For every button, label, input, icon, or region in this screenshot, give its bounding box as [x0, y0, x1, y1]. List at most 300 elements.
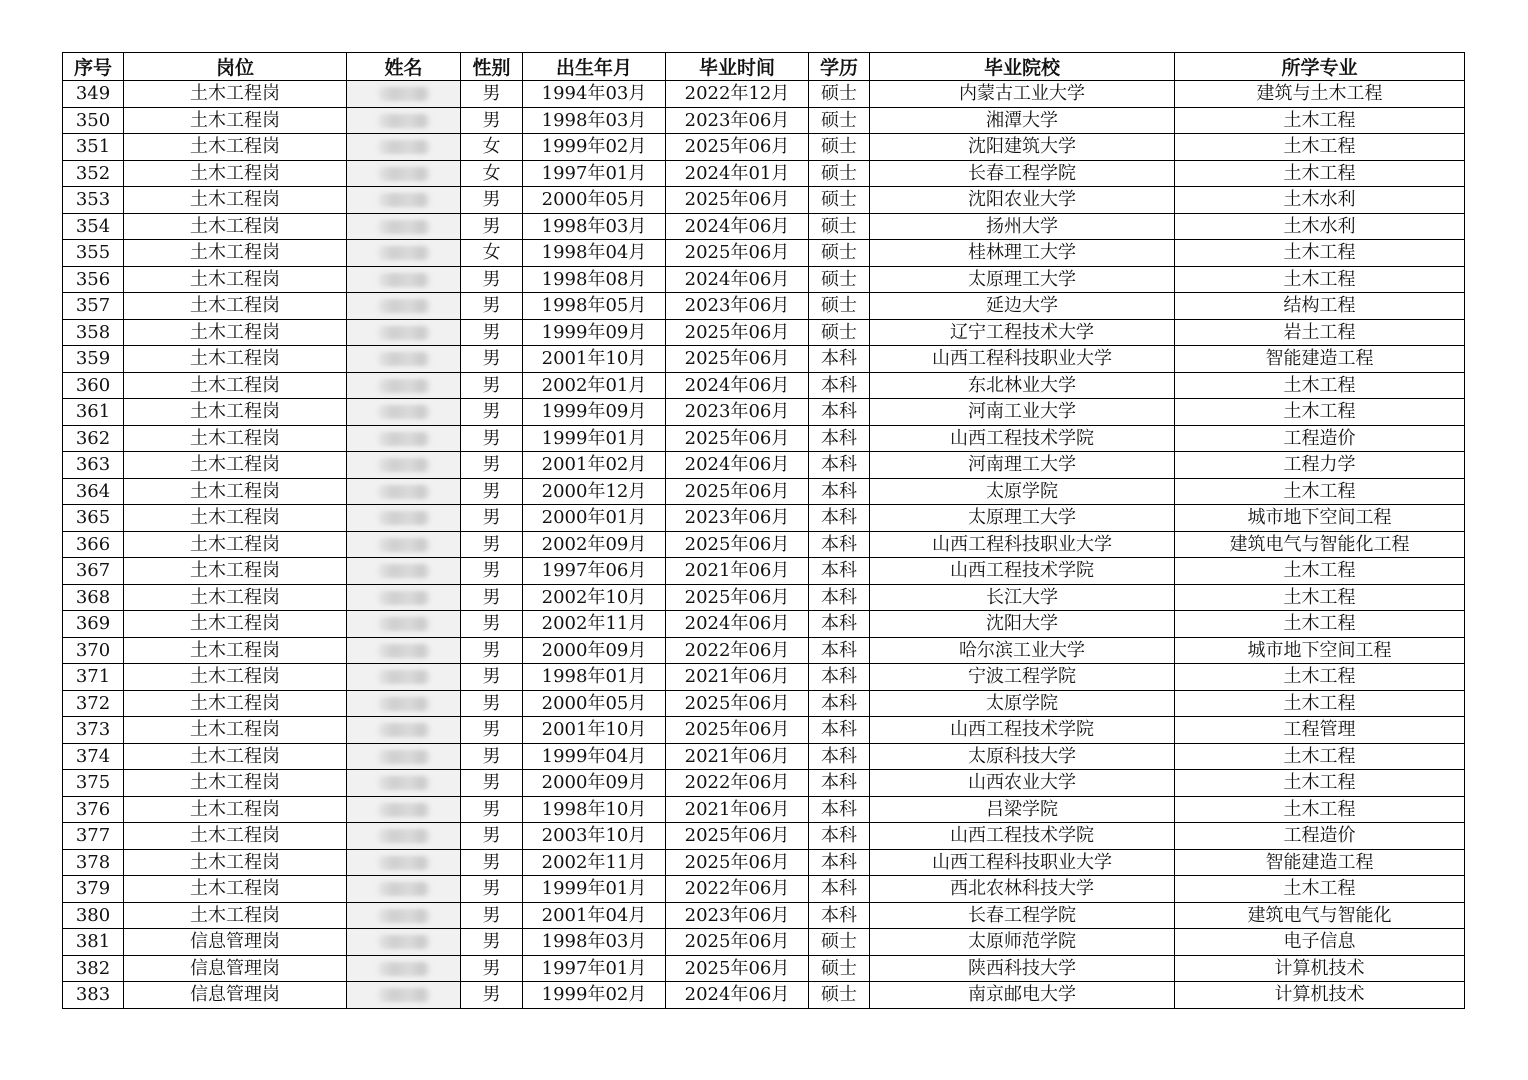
cell-name	[347, 319, 461, 346]
table-row	[63, 637, 1465, 664]
table-row	[63, 240, 1465, 267]
cell-grad: 2022年06月	[666, 770, 809, 797]
cell-birth: 2001年02月	[523, 452, 666, 479]
cell-birth: 2002年10月	[523, 584, 666, 611]
table-row	[63, 849, 1465, 876]
cell-no: 374	[63, 743, 124, 770]
cell-school: 沈阳建筑大学	[870, 134, 1175, 161]
redacted-name	[378, 803, 430, 817]
cell-degree: 本科	[809, 558, 870, 585]
cell-post: 土木工程岗	[124, 425, 347, 452]
cell-major: 智能建造工程	[1175, 346, 1465, 373]
table-row	[63, 478, 1465, 505]
cell-degree: 本科	[809, 611, 870, 638]
cell-gender: 男	[461, 955, 523, 982]
cell-name	[347, 187, 461, 214]
cell-grad: 2025年06月	[666, 823, 809, 850]
cell-school: 扬州大学	[870, 213, 1175, 240]
cell-gender: 男	[461, 293, 523, 320]
cell-major: 电子信息	[1175, 929, 1465, 956]
cell-school: 湘潭大学	[870, 107, 1175, 134]
table-row	[63, 823, 1465, 850]
cell-major: 工程管理	[1175, 717, 1465, 744]
cell-major: 建筑与土木工程	[1175, 81, 1465, 108]
cell-no: 382	[63, 955, 124, 982]
redacted-name	[378, 564, 430, 578]
cell-degree: 本科	[809, 584, 870, 611]
cell-no: 359	[63, 346, 124, 373]
cell-gender: 男	[461, 107, 523, 134]
cell-gender: 男	[461, 187, 523, 214]
cell-grad: 2022年12月	[666, 81, 809, 108]
cell-gender: 男	[461, 637, 523, 664]
cell-name	[347, 796, 461, 823]
table-row	[63, 955, 1465, 982]
redacted-name	[378, 909, 430, 923]
cell-degree: 本科	[809, 823, 870, 850]
cell-birth: 1998年03月	[523, 213, 666, 240]
cell-name	[347, 637, 461, 664]
cell-birth: 1998年03月	[523, 107, 666, 134]
cell-no: 350	[63, 107, 124, 134]
cell-gender: 男	[461, 266, 523, 293]
cell-post: 土木工程岗	[124, 743, 347, 770]
cell-major: 城市地下空间工程	[1175, 637, 1465, 664]
cell-school: 宁波工程学院	[870, 664, 1175, 691]
cell-post: 土木工程岗	[124, 902, 347, 929]
cell-name	[347, 240, 461, 267]
cell-gender: 男	[461, 558, 523, 585]
cell-name	[347, 293, 461, 320]
cell-school: 南京邮电大学	[870, 982, 1175, 1009]
cell-school: 辽宁工程技术大学	[870, 319, 1175, 346]
redacted-name	[378, 140, 430, 154]
cell-birth: 2002年09月	[523, 531, 666, 558]
cell-gender: 女	[461, 160, 523, 187]
cell-major: 土木工程	[1175, 584, 1465, 611]
table-row	[63, 399, 1465, 426]
cell-birth: 1997年01月	[523, 160, 666, 187]
cell-post: 土木工程岗	[124, 478, 347, 505]
cell-school: 延边大学	[870, 293, 1175, 320]
cell-degree: 硕士	[809, 213, 870, 240]
cell-school: 桂林理工大学	[870, 240, 1175, 267]
cell-gender: 男	[461, 690, 523, 717]
cell-grad: 2024年06月	[666, 266, 809, 293]
table-row	[63, 982, 1465, 1009]
cell-degree: 硕士	[809, 982, 870, 1009]
cell-no: 361	[63, 399, 124, 426]
cell-major: 计算机技术	[1175, 982, 1465, 1009]
table-row	[63, 134, 1465, 161]
cell-post: 土木工程岗	[124, 664, 347, 691]
header-degree: 学历	[809, 53, 870, 81]
cell-degree: 硕士	[809, 187, 870, 214]
cell-school: 山西工程科技职业大学	[870, 531, 1175, 558]
cell-school: 长江大学	[870, 584, 1175, 611]
table-row	[63, 452, 1465, 479]
header-school: 毕业院校	[870, 53, 1175, 81]
cell-degree: 本科	[809, 902, 870, 929]
cell-no: 356	[63, 266, 124, 293]
cell-no: 366	[63, 531, 124, 558]
cell-gender: 男	[461, 982, 523, 1009]
cell-major: 工程力学	[1175, 452, 1465, 479]
cell-no: 354	[63, 213, 124, 240]
cell-degree: 本科	[809, 372, 870, 399]
cell-gender: 女	[461, 240, 523, 267]
cell-no: 372	[63, 690, 124, 717]
table-row	[63, 902, 1465, 929]
table-row	[63, 425, 1465, 452]
cell-post: 土木工程岗	[124, 399, 347, 426]
cell-post: 土木工程岗	[124, 160, 347, 187]
cell-post: 土木工程岗	[124, 849, 347, 876]
cell-grad: 2021年06月	[666, 558, 809, 585]
table-row	[63, 690, 1465, 717]
table-row	[63, 796, 1465, 823]
cell-no: 380	[63, 902, 124, 929]
table-row	[63, 876, 1465, 903]
cell-grad: 2021年06月	[666, 796, 809, 823]
redacted-name	[378, 114, 430, 128]
cell-degree: 本科	[809, 664, 870, 691]
cell-name	[347, 266, 461, 293]
header-name: 姓名	[347, 53, 461, 81]
cell-name	[347, 982, 461, 1009]
redacted-name	[378, 750, 430, 764]
header-major: 所学专业	[1175, 53, 1465, 81]
cell-name	[347, 743, 461, 770]
cell-degree: 硕士	[809, 293, 870, 320]
cell-no: 375	[63, 770, 124, 797]
cell-gender: 女	[461, 134, 523, 161]
cell-school: 内蒙古工业大学	[870, 81, 1175, 108]
table-row	[63, 531, 1465, 558]
cell-birth: 1999年09月	[523, 399, 666, 426]
cell-post: 土木工程岗	[124, 823, 347, 850]
cell-school: 山西工程科技职业大学	[870, 849, 1175, 876]
cell-major: 岩土工程	[1175, 319, 1465, 346]
cell-birth: 1998年10月	[523, 796, 666, 823]
cell-degree: 硕士	[809, 81, 870, 108]
cell-degree: 本科	[809, 849, 870, 876]
cell-degree: 本科	[809, 743, 870, 770]
cell-school: 哈尔滨工业大学	[870, 637, 1175, 664]
cell-school: 山西工程技术学院	[870, 717, 1175, 744]
cell-post: 土木工程岗	[124, 452, 347, 479]
cell-no: 351	[63, 134, 124, 161]
table-row	[63, 743, 1465, 770]
cell-school: 太原学院	[870, 690, 1175, 717]
cell-birth: 2001年10月	[523, 346, 666, 373]
cell-major: 土木工程	[1175, 743, 1465, 770]
cell-grad: 2022年06月	[666, 876, 809, 903]
cell-name	[347, 770, 461, 797]
cell-school: 河南工业大学	[870, 399, 1175, 426]
cell-grad: 2024年06月	[666, 982, 809, 1009]
table-row	[63, 770, 1465, 797]
cell-school: 陕西科技大学	[870, 955, 1175, 982]
table-row	[63, 81, 1465, 108]
table-row	[63, 293, 1465, 320]
redacted-name	[378, 856, 430, 870]
cell-major: 城市地下空间工程	[1175, 505, 1465, 532]
cell-name	[347, 452, 461, 479]
cell-school: 太原学院	[870, 478, 1175, 505]
redacted-name	[378, 723, 430, 737]
redacted-name	[378, 352, 430, 366]
cell-school: 长春工程学院	[870, 160, 1175, 187]
redacted-name	[378, 591, 430, 605]
redacted-name	[378, 167, 430, 181]
cell-name	[347, 823, 461, 850]
cell-birth: 2001年10月	[523, 717, 666, 744]
cell-name	[347, 134, 461, 161]
cell-gender: 男	[461, 452, 523, 479]
cell-gender: 男	[461, 823, 523, 850]
cell-post: 土木工程岗	[124, 187, 347, 214]
cell-no: 367	[63, 558, 124, 585]
table-row	[63, 611, 1465, 638]
cell-gender: 男	[461, 717, 523, 744]
cell-name	[347, 505, 461, 532]
redacted-name	[378, 670, 430, 684]
cell-major: 土木水利	[1175, 213, 1465, 240]
cell-gender: 男	[461, 584, 523, 611]
candidate-table	[62, 52, 1465, 1009]
cell-birth: 2000年01月	[523, 505, 666, 532]
cell-post: 信息管理岗	[124, 955, 347, 982]
header-grad: 毕业时间	[666, 53, 809, 81]
cell-degree: 本科	[809, 796, 870, 823]
cell-post: 土木工程岗	[124, 876, 347, 903]
cell-no: 381	[63, 929, 124, 956]
cell-post: 信息管理岗	[124, 929, 347, 956]
redacted-name	[378, 379, 430, 393]
cell-grad: 2024年06月	[666, 213, 809, 240]
cell-grad: 2025年06月	[666, 849, 809, 876]
cell-post: 土木工程岗	[124, 637, 347, 664]
cell-major: 土木工程	[1175, 399, 1465, 426]
cell-gender: 男	[461, 743, 523, 770]
cell-grad: 2023年06月	[666, 107, 809, 134]
cell-degree: 本科	[809, 452, 870, 479]
cell-gender: 男	[461, 531, 523, 558]
cell-birth: 2002年01月	[523, 372, 666, 399]
cell-name	[347, 929, 461, 956]
cell-gender: 男	[461, 372, 523, 399]
redacted-name	[378, 432, 430, 446]
cell-no: 369	[63, 611, 124, 638]
cell-no: 377	[63, 823, 124, 850]
cell-school: 山西工程科技职业大学	[870, 346, 1175, 373]
cell-gender: 男	[461, 611, 523, 638]
cell-grad: 2025年06月	[666, 346, 809, 373]
cell-birth: 1998年05月	[523, 293, 666, 320]
cell-birth: 2002年11月	[523, 849, 666, 876]
cell-degree: 本科	[809, 637, 870, 664]
cell-school: 沈阳农业大学	[870, 187, 1175, 214]
cell-major: 土木工程	[1175, 160, 1465, 187]
cell-post: 土木工程岗	[124, 293, 347, 320]
cell-grad: 2024年01月	[666, 160, 809, 187]
cell-no: 368	[63, 584, 124, 611]
cell-name	[347, 690, 461, 717]
table-row	[63, 558, 1465, 585]
cell-name	[347, 160, 461, 187]
cell-grad: 2025年06月	[666, 531, 809, 558]
redacted-name	[378, 829, 430, 843]
redacted-name	[378, 220, 430, 234]
cell-grad: 2025年06月	[666, 134, 809, 161]
cell-major: 土木工程	[1175, 134, 1465, 161]
cell-grad: 2025年06月	[666, 717, 809, 744]
redacted-name	[378, 644, 430, 658]
cell-birth: 2000年09月	[523, 770, 666, 797]
cell-gender: 男	[461, 213, 523, 240]
cell-post: 土木工程岗	[124, 319, 347, 346]
cell-school: 太原理工大学	[870, 505, 1175, 532]
cell-grad: 2025年06月	[666, 425, 809, 452]
cell-no: 353	[63, 187, 124, 214]
cell-degree: 硕士	[809, 160, 870, 187]
cell-major: 土木工程	[1175, 770, 1465, 797]
cell-gender: 男	[461, 849, 523, 876]
cell-school: 山西工程技术学院	[870, 425, 1175, 452]
cell-grad: 2023年06月	[666, 902, 809, 929]
cell-degree: 硕士	[809, 266, 870, 293]
cell-post: 土木工程岗	[124, 266, 347, 293]
cell-grad: 2025年06月	[666, 240, 809, 267]
cell-birth: 1998年04月	[523, 240, 666, 267]
cell-birth: 1999年01月	[523, 876, 666, 903]
cell-no: 370	[63, 637, 124, 664]
cell-birth: 2000年12月	[523, 478, 666, 505]
cell-grad: 2023年06月	[666, 293, 809, 320]
cell-major: 土木工程	[1175, 372, 1465, 399]
cell-degree: 本科	[809, 425, 870, 452]
table-row	[63, 372, 1465, 399]
cell-degree: 本科	[809, 346, 870, 373]
cell-school: 东北林业大学	[870, 372, 1175, 399]
redacted-name	[378, 511, 430, 525]
cell-post: 土木工程岗	[124, 134, 347, 161]
cell-gender: 男	[461, 796, 523, 823]
cell-no: 363	[63, 452, 124, 479]
cell-post: 土木工程岗	[124, 558, 347, 585]
cell-major: 建筑电气与智能化	[1175, 902, 1465, 929]
cell-post: 土木工程岗	[124, 107, 347, 134]
cell-post: 土木工程岗	[124, 372, 347, 399]
cell-post: 土木工程岗	[124, 690, 347, 717]
cell-name	[347, 558, 461, 585]
cell-name	[347, 664, 461, 691]
cell-major: 计算机技术	[1175, 955, 1465, 982]
table-row	[63, 346, 1465, 373]
cell-birth: 1998年03月	[523, 929, 666, 956]
cell-degree: 硕士	[809, 955, 870, 982]
redacted-name	[378, 882, 430, 896]
cell-grad: 2025年06月	[666, 955, 809, 982]
cell-grad: 2023年06月	[666, 505, 809, 532]
cell-degree: 本科	[809, 399, 870, 426]
cell-gender: 男	[461, 876, 523, 903]
cell-school: 河南理工大学	[870, 452, 1175, 479]
redacted-name	[378, 405, 430, 419]
table-header-row	[63, 53, 1465, 81]
cell-name	[347, 902, 461, 929]
cell-major: 土木工程	[1175, 664, 1465, 691]
cell-name	[347, 213, 461, 240]
cell-gender: 男	[461, 902, 523, 929]
cell-grad: 2025年06月	[666, 584, 809, 611]
cell-no: 360	[63, 372, 124, 399]
cell-post: 土木工程岗	[124, 796, 347, 823]
header-birth: 出生年月	[523, 53, 666, 81]
cell-grad: 2021年06月	[666, 743, 809, 770]
cell-birth: 1999年09月	[523, 319, 666, 346]
redacted-name	[378, 988, 430, 1002]
cell-school: 太原理工大学	[870, 266, 1175, 293]
cell-major: 土木工程	[1175, 796, 1465, 823]
cell-birth: 1999年02月	[523, 134, 666, 161]
cell-name	[347, 876, 461, 903]
cell-grad: 2025年06月	[666, 929, 809, 956]
cell-major: 土木工程	[1175, 876, 1465, 903]
cell-degree: 本科	[809, 505, 870, 532]
cell-name	[347, 584, 461, 611]
cell-post: 土木工程岗	[124, 213, 347, 240]
cell-gender: 男	[461, 929, 523, 956]
cell-name	[347, 955, 461, 982]
cell-major: 土木工程	[1175, 266, 1465, 293]
cell-major: 土木工程	[1175, 558, 1465, 585]
cell-gender: 男	[461, 319, 523, 346]
header-no: 序号	[63, 53, 124, 81]
table-row	[63, 160, 1465, 187]
cell-birth: 2000年05月	[523, 690, 666, 717]
cell-no: 371	[63, 664, 124, 691]
cell-gender: 男	[461, 478, 523, 505]
cell-degree: 硕士	[809, 319, 870, 346]
cell-birth: 2003年10月	[523, 823, 666, 850]
cell-birth: 1999年02月	[523, 982, 666, 1009]
table-row	[63, 187, 1465, 214]
cell-name	[347, 425, 461, 452]
cell-name	[347, 107, 461, 134]
redacted-name	[378, 193, 430, 207]
cell-no: 357	[63, 293, 124, 320]
cell-no: 383	[63, 982, 124, 1009]
cell-no: 362	[63, 425, 124, 452]
redacted-name	[378, 273, 430, 287]
table-row	[63, 717, 1465, 744]
redacted-name	[378, 935, 430, 949]
cell-birth: 1999年04月	[523, 743, 666, 770]
cell-post: 土木工程岗	[124, 505, 347, 532]
cell-degree: 本科	[809, 717, 870, 744]
cell-school: 山西工程技术学院	[870, 823, 1175, 850]
cell-no: 376	[63, 796, 124, 823]
cell-gender: 男	[461, 425, 523, 452]
cell-no: 352	[63, 160, 124, 187]
cell-no: 349	[63, 81, 124, 108]
redacted-name	[378, 962, 430, 976]
cell-degree: 本科	[809, 690, 870, 717]
table-row	[63, 584, 1465, 611]
cell-gender: 男	[461, 664, 523, 691]
